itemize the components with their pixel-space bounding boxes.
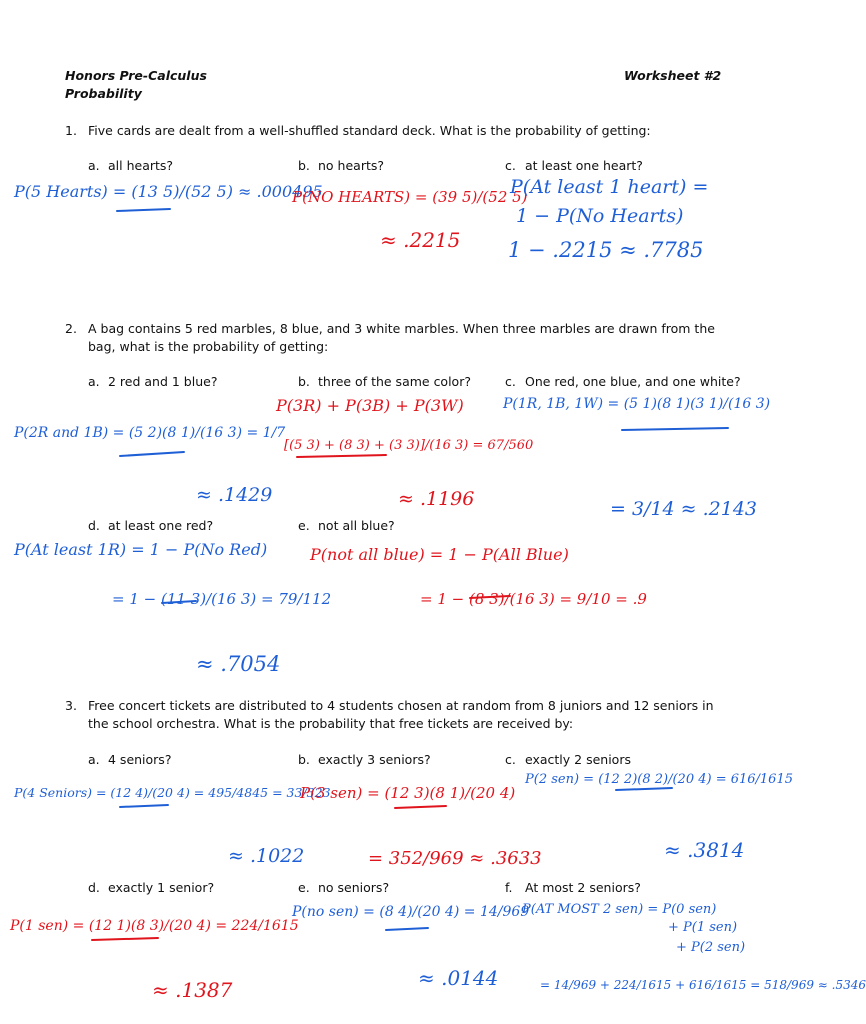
q1a-work-line-1: P(5 Hearts) = (13 5)/(52 5) ≈ .000495	[14, 182, 323, 201]
q3f-work-line-4: = 14/969 + 224/1615 + 616/1615 = 518/969 ≈ .5346	[540, 978, 866, 992]
q3f-label: f.	[505, 880, 513, 895]
q3c-label: c.	[505, 752, 516, 767]
q1b-work-line-2: ≈ .2215	[380, 228, 461, 252]
q2a-label: a.	[88, 374, 100, 389]
q3d-work-line-2: ≈ .1387	[152, 978, 233, 1002]
q3a-fraction-bar	[120, 805, 168, 807]
q3d-prompt: exactly 1 senior?	[108, 880, 215, 895]
q3b-work-line-1: P(3 sen) = (12 3)(8 1)/(20 4)	[300, 784, 516, 802]
worksheet-number: Worksheet #2	[624, 68, 722, 83]
q2d-prompt: at least one red?	[108, 518, 214, 533]
q3f-prompt: At most 2 seniors?	[525, 880, 641, 895]
question-2-number: 2.	[65, 321, 77, 336]
q2e-prompt: not all blue?	[318, 518, 395, 533]
q3b-work-line-2: = 352/969 ≈ .3633	[368, 848, 542, 869]
q2b-work-line-1: P(3R) + P(3B) + P(3W)	[276, 396, 464, 415]
q3d-label: d.	[88, 880, 100, 895]
q3c-prompt: exactly 2 seniors	[525, 752, 631, 767]
q3e-work-line-1: P(no sen) = (8 4)/(20 4) = 14/969	[292, 904, 530, 920]
q3c-work-line-1: P(2 sen) = (12 2)(8 2)/(20 4) = 616/1615	[525, 772, 793, 787]
q3f-work-line-3: + P(2 sen)	[676, 940, 746, 955]
q1c-work-line-1: P(At least 1 heart) =	[510, 176, 709, 198]
q2d-work-line-3: ≈ .7054	[196, 652, 281, 676]
q3d-fraction-bar	[92, 938, 158, 940]
q1a-prompt: all hearts?	[108, 158, 174, 173]
q2b-work-line-3: ≈ .1196	[398, 488, 475, 510]
q3a-label: a.	[88, 752, 100, 767]
q2e-label: e.	[298, 518, 310, 533]
q2e-work-line-2: = 1 − (8 3)/(16 3) = 9/10 = .9	[420, 590, 647, 608]
q2d-fraction-bar	[162, 601, 196, 603]
q3e-label: e.	[298, 880, 310, 895]
q3e-prompt: no seniors?	[318, 880, 390, 895]
q3a-work-line-2: ≈ .1022	[228, 845, 305, 867]
q1c-work-line-2: 1 − P(No Hearts)	[516, 205, 684, 227]
q1a-label: a.	[88, 158, 100, 173]
q2e-fraction-bar	[470, 596, 510, 598]
q3a-prompt: 4 seniors?	[108, 752, 172, 767]
q2a-work-line-1: P(2R and 1B) = (5 2)(8 1)/(16 3) = 1/7	[14, 425, 286, 441]
q2b-work-line-2: [(5 3) + (8 3) + (3 3)]/(16 3) = 67/560	[284, 438, 534, 453]
q2c-label: c.	[505, 374, 516, 389]
course-title: Honors Pre-Calculus	[65, 68, 207, 83]
q3c-work-line-2: ≈ .3814	[664, 838, 745, 862]
q2d-work-line-1: P(At least 1R) = 1 − P(No Red)	[14, 540, 268, 559]
q2c-prompt: One red, one blue, and one white?	[525, 374, 741, 389]
q2a-prompt: 2 red and 1 blue?	[108, 374, 218, 389]
question-3-number: 3.	[65, 698, 77, 713]
q3e-fraction-bar	[386, 928, 428, 930]
q3e-work-line-2: ≈ .0144	[418, 966, 499, 990]
q2e-work-line-1: P(not all blue) = 1 − P(All Blue)	[310, 545, 569, 564]
q2b-label: b.	[298, 374, 310, 389]
q2b-fraction-bar	[297, 455, 386, 457]
q2b-prompt: three of the same color?	[318, 374, 471, 389]
q3f-work-line-1: P(AT MOST 2 sen) = P(0 sen)	[522, 902, 717, 917]
q2c-work-line-2: = 3/14 ≈ .2143	[610, 498, 758, 520]
q2a-fraction-bar	[120, 452, 184, 456]
question-1-number: 1.	[65, 123, 77, 138]
q3d-work-line-1: P(1 sen) = (12 1)(8 3)/(20 4) = 224/1615	[10, 918, 299, 934]
q1c-prompt: at least one heart?	[525, 158, 643, 173]
question-3-text: Free concert tickets are distributed to 4 students chosen at random from 8 juniors and 12 seniors in the school orchestra. What is the probability that free tickets are received by:	[88, 698, 714, 731]
q1b-prompt: no hearts?	[318, 158, 385, 173]
question-1-text: Five cards are dealt from a well-shuffled standard deck. What is the probability of getting:	[88, 123, 651, 138]
q2a-work-line-2: ≈ .1429	[196, 484, 273, 506]
q2c-fraction-bar	[622, 428, 728, 430]
q2d-label: d.	[88, 518, 100, 533]
q3c-fraction-bar	[616, 788, 672, 790]
q3a-work-line-1: P(4 Seniors) = (12 4)/(20 4) = 495/4845 = 33/323	[14, 785, 331, 800]
q2c-work-line-1: P(1R, 1B, 1W) = (5 1)(8 1)(3 1)/(16 3)	[503, 396, 771, 412]
q1b-work-line-1: P(NO HEARTS) = (39 5)/(52 5)	[292, 188, 528, 206]
q3f-work-line-2: + P(1 sen)	[668, 920, 738, 935]
q1c-label: c.	[505, 158, 516, 173]
q2d-work-line-2: = 1 − (11 3)/(16 3) = 79/112	[112, 590, 332, 608]
q1c-work-line-3: 1 − .2215 ≈ .7785	[508, 238, 704, 262]
topic-title: Probability	[65, 86, 142, 101]
q1a-fraction-bar	[117, 209, 170, 211]
q3b-fraction-bar	[395, 806, 446, 808]
q3b-prompt: exactly 3 seniors?	[318, 752, 431, 767]
question-2-text: A bag contains 5 red marbles, 8 blue, and 3 white marbles. When three marbles are drawn from the bag, what is the probability of getting:	[88, 321, 715, 354]
q3b-label: b.	[298, 752, 310, 767]
q1b-label: b.	[298, 158, 310, 173]
